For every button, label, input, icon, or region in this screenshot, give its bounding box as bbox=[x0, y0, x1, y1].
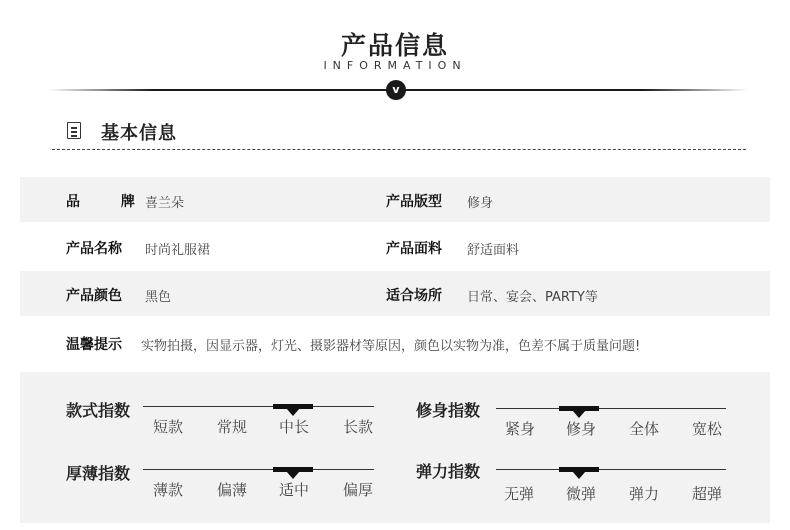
index-option: 无弹 bbox=[504, 485, 535, 503]
info-label-fit: 产品版型 bbox=[386, 194, 442, 210]
info-label-brand: 品 牌 bbox=[66, 194, 153, 210]
info-value-color: 黑色 bbox=[145, 290, 172, 305]
index-option: 短款 bbox=[153, 418, 184, 436]
index-label-elasticity: 弹力指数 bbox=[416, 462, 481, 481]
index-label-thickness: 厚薄指数 bbox=[66, 464, 131, 483]
index-option: 偏薄 bbox=[217, 481, 248, 499]
info-label-fabric: 产品面料 bbox=[386, 241, 442, 257]
info-value-occasion: 日常、宴会、PARTY等 bbox=[467, 290, 598, 305]
index-option: 紧身 bbox=[505, 420, 536, 438]
index-label-style: 款式指数 bbox=[66, 401, 131, 420]
index-scale-line bbox=[496, 469, 726, 470]
index-marker-elasticity bbox=[559, 467, 599, 472]
info-row-brand bbox=[20, 177, 770, 222]
index-option: 宽松 bbox=[692, 420, 723, 438]
index-marker-thickness bbox=[273, 467, 313, 472]
index-option: 长款 bbox=[343, 418, 374, 436]
v-badge-icon: v bbox=[386, 80, 406, 100]
index-marker-style bbox=[273, 404, 313, 409]
info-value-brand: 喜兰朵 bbox=[145, 196, 185, 211]
info-label-color: 产品颜色 bbox=[66, 288, 122, 304]
index-panel bbox=[20, 372, 770, 523]
index-option: 适中 bbox=[279, 481, 310, 499]
section-title: 基本信息 bbox=[101, 123, 177, 144]
index-option: 超弹 bbox=[692, 485, 723, 503]
index-option: 偏厚 bbox=[343, 481, 374, 499]
dashed-divider bbox=[52, 149, 746, 150]
index-option: 修身 bbox=[566, 420, 597, 438]
notice-label: 温馨提示 bbox=[66, 337, 122, 353]
page-title: 产品信息 bbox=[340, 31, 449, 60]
info-label-name: 产品名称 bbox=[66, 241, 122, 257]
index-label-slim: 修身指数 bbox=[416, 401, 481, 420]
notice-row bbox=[20, 320, 770, 365]
index-option: 微弹 bbox=[566, 485, 597, 503]
index-marker-slim bbox=[559, 406, 599, 411]
info-value-name: 时尚礼服裙 bbox=[145, 243, 211, 258]
info-row-color bbox=[20, 271, 770, 316]
index-option: 常规 bbox=[217, 418, 248, 436]
index-scale-line bbox=[143, 406, 374, 407]
info-row-name bbox=[20, 224, 770, 269]
page-subtitle: INFORMATION bbox=[323, 59, 467, 72]
info-value-fabric: 舒适面料 bbox=[467, 243, 520, 258]
info-value-fit: 修身 bbox=[467, 196, 494, 211]
index-scale-line bbox=[496, 408, 726, 409]
index-option: 弹力 bbox=[629, 485, 660, 503]
index-scale-line bbox=[143, 469, 374, 470]
info-label-occasion: 适合场所 bbox=[386, 288, 442, 304]
index-option: 中长 bbox=[279, 418, 310, 436]
notice-text: 实物拍摄，因显示器，灯光、摄影器材等原因，颜色以实物为准，色差不属于质量问题! bbox=[141, 339, 641, 354]
document-list-icon bbox=[67, 122, 81, 139]
index-option: 薄款 bbox=[153, 481, 184, 499]
index-option: 全体 bbox=[629, 420, 660, 438]
